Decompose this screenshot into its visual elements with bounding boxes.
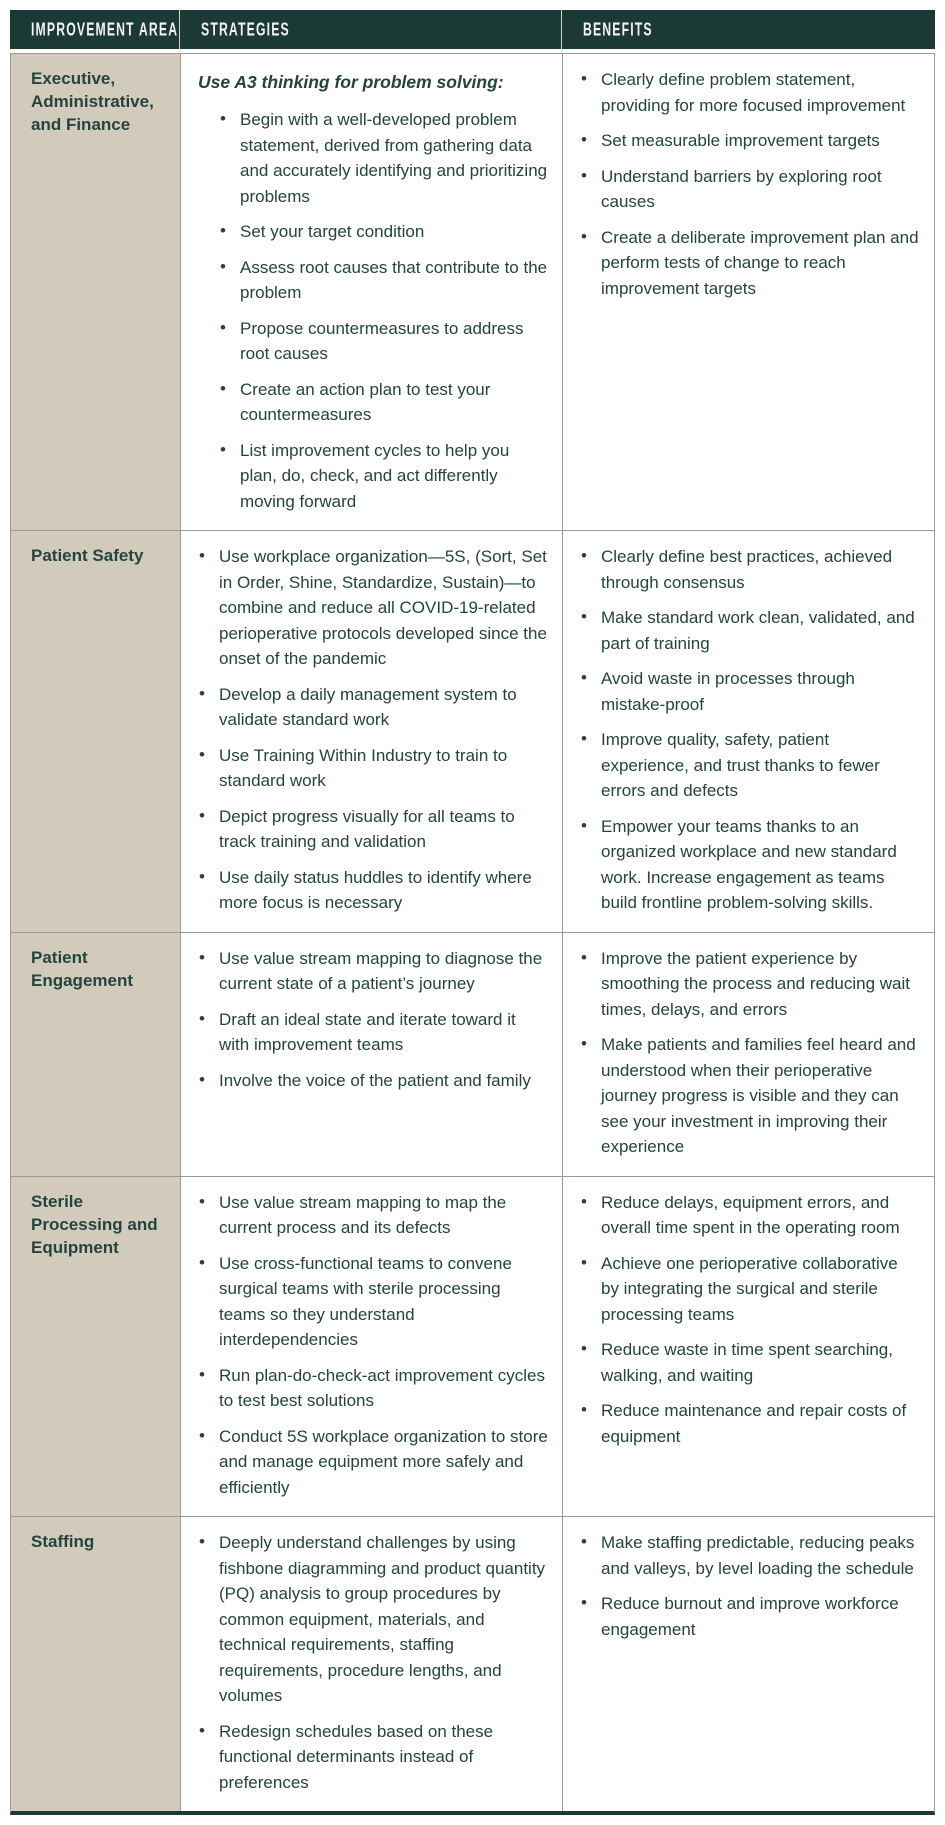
table-row [11,1176,934,1517]
benefits-cell [563,1517,934,1811]
list-item: • Reduce waste in time spent searching, walking, and waiting [579,1337,920,1388]
strategies-list [197,946,548,1094]
list-item: • Assess root causes that contribute to the problem [218,255,548,306]
list-item: • Empower your teams thanks to an organized workplace and new standard work. Increase engagement as teams build frontline problem-solving skills. [579,814,920,916]
list-item: • Reduce burnout and improve workforce engagement [579,1591,920,1642]
list-item: • Understand barriers by exploring root causes [579,164,920,215]
benefits-list [579,544,920,916]
list-item: • Achieve one perioperative collaborative by integrating the surgical and sterile processing teams [579,1251,920,1328]
strategies-list [197,544,548,916]
list-item: • Set measurable improvement targets [579,128,920,154]
benefits-list [579,1190,920,1450]
header-strategies [180,10,562,49]
list-item: • Depict progress visually for all teams to track training and validation [197,804,548,855]
header-improvement-area [10,10,180,49]
improvement-area-cell [11,933,181,1176]
list-item: • Improve quality, safety, patient experience, and trust thanks to fewer errors and defects [579,727,920,804]
strategies-cell [181,933,563,1176]
list-item: • Use workplace organization—5S, (Sort, Set in Order, Shine, Standardize, Sustain)—to combine and reduce all COVID-19-related perioperative protocols developed since the onset of the pandemic [197,544,548,672]
table-row [11,530,934,932]
list-item: • Make patients and families feel heard and understood when their perioperative journey progress is visible and they can see your investment in improving their experience [579,1032,920,1160]
benefits-list [579,1530,920,1642]
header-improvement-area-label: IMPROVEMENT AREA [31,18,179,40]
list-item: • Clearly define best practices, achieved through consensus [579,544,920,595]
header-benefits-label: BENEFITS [583,18,653,40]
list-item: • Avoid waste in processes through mistake-proof [579,666,920,717]
improvement-area-label: Patient Engagement [31,947,134,990]
improvement-area-cell [11,531,181,932]
list-item: • Run plan-do-check-act improvement cycles to test best solutions [197,1363,548,1414]
list-item: • Conduct 5S workplace organization to store and manage equipment more safely and efficiently [197,1424,548,1501]
strategies-list [197,1190,548,1501]
list-item: • Improve the patient experience by smoothing the process and reducing wait times, delays, and errors [579,946,920,1023]
list-item: • Draft an ideal state and iterate toward it with improvement teams [197,1007,548,1058]
list-item: • Redesign schedules based on these functional determinants instead of preferences [197,1719,548,1796]
list-item: • Use value stream mapping to map the current process and its defects [197,1190,548,1241]
list-item: • Use Training Within Industry to train to standard work [197,743,548,794]
table-row [11,54,934,530]
list-item: • Use daily status huddles to identify where more focus is necessary [197,865,548,916]
improvement-area-label: Staffing [31,1532,95,1552]
strategies-cell [181,54,563,530]
benefits-list [579,67,920,301]
list-item: • Create an action plan to test your countermeasures [218,377,548,428]
improvement-area-label: Sterile Processing and Equipment [31,1191,158,1257]
list-item: • Deeply understand challenges by using fishbone diagramming and product quantity (PQ) analysis to group procedures by common equipment, materials, and technical requirements, staffing requirements, procedure lengths, and volumes [197,1530,548,1709]
strategies-list [218,107,548,514]
list-item: • Reduce maintenance and repair costs of equipment [579,1398,920,1449]
improvement-area-cell [11,1517,181,1811]
strategies-intro: Use A3 thinking for problem solving: [198,72,504,92]
benefits-cell [563,933,934,1176]
list-item: • Create a deliberate improvement plan and perform tests of change to reach improvement targets [579,225,920,302]
strategies-list [197,1530,548,1795]
table-row [11,1516,934,1811]
improvement-table [10,10,935,1815]
table-body [10,53,935,1815]
list-item: • Use cross-functional teams to convene surgical teams with sterile processing teams so they understand interdependencies [197,1251,548,1353]
list-item: • Make staffing predictable, reducing peaks and valleys, by level loading the schedule [579,1530,920,1581]
strategies-cell [181,1177,563,1517]
improvement-area-label: Executive, Administrative, and Finance [31,69,154,134]
benefits-list [579,946,920,1160]
list-item: • Develop a daily management system to validate standard work [197,682,548,733]
strategies-cell [181,1517,563,1811]
improvement-area-label: Patient Safety [31,546,144,566]
list-item: • Involve the voice of the patient and family [197,1068,548,1094]
header-strategies-label: STRATEGIES [201,18,290,40]
table-header-row [10,10,935,49]
list-item: • Use value stream mapping to diagnose the current state of a patient’s journey [197,946,548,997]
improvement-area-cell [11,1177,181,1517]
header-benefits [562,10,935,49]
list-item: • Reduce delays, equipment errors, and overall time spent in the operating room [579,1190,920,1241]
list-item: • Begin with a well-developed problem statement, derived from gathering data and accurately identifying and prioritizing problems [218,107,548,209]
list-item: • Propose countermeasures to address root causes [218,316,548,367]
improvement-area-cell [11,54,181,530]
benefits-cell [563,531,934,932]
list-item: • Make standard work clean, validated, and part of training [579,605,920,656]
table-row [11,932,934,1176]
benefits-cell [563,1177,934,1517]
list-item: • Clearly define problem statement, providing for more focused improvement [579,67,920,118]
list-item: • Set your target condition [218,219,548,245]
list-item: • List improvement cycles to help you plan, do, check, and act differently moving forward [218,438,548,515]
strategies-cell [181,531,563,932]
benefits-cell [563,54,934,530]
